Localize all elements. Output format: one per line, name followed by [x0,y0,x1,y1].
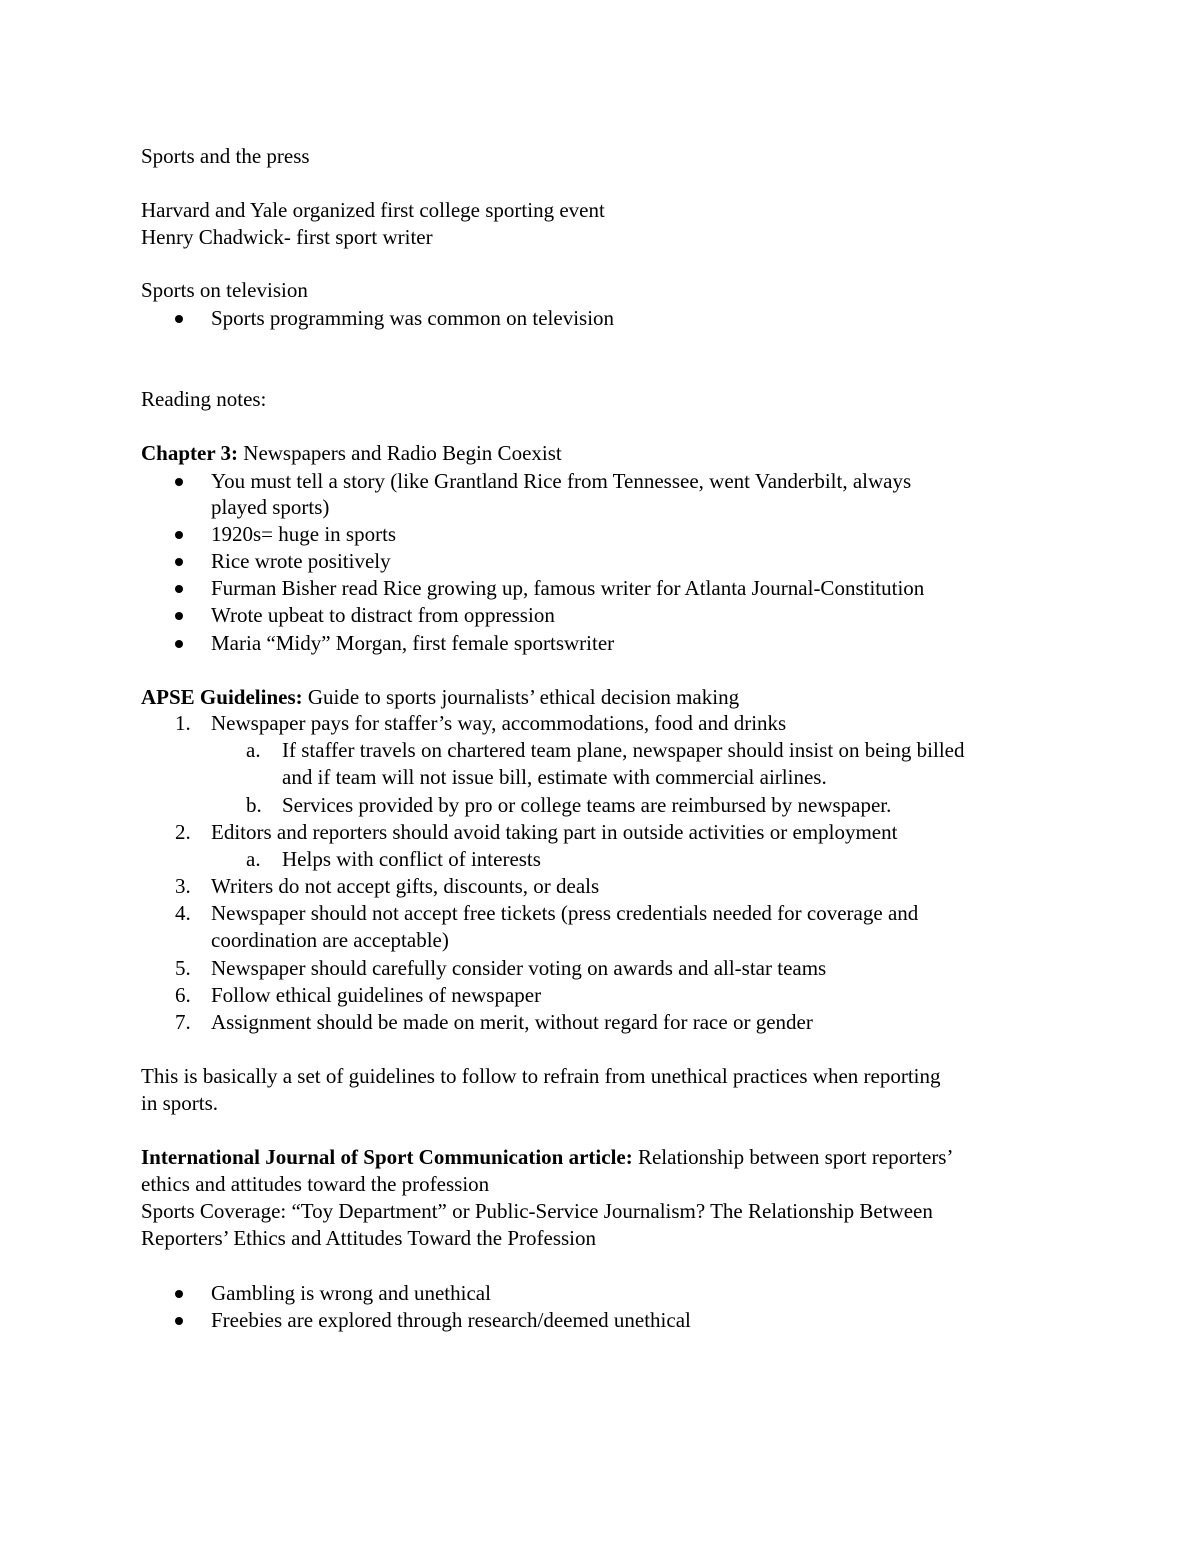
list-item-text: Maria “Midy” Morgan, first female sportswriter [211,631,615,655]
list-item-text: If staffer travels on chartered team plane, newspaper should insist on being billed [282,738,965,762]
summary-line: This is basically a set of guidelines to follow to refrain from unethical practices when reporting [141,1064,941,1088]
list-item-text: You must tell a story (like Grantland Rice from Tennessee, went Vanderbilt, always [211,469,912,493]
list-item-text: Newspaper should not accept free tickets (press credentials needed for coverage and [211,901,919,925]
bullet-icon [175,612,183,620]
list-number: 6. [175,983,191,1007]
list-item-text: Wrote upbeat to distract from oppression [211,603,555,627]
list-number: 7. [175,1010,191,1034]
ijsc-heading [141,1144,953,1171]
chapter3-text: Newspapers and Radio Begin Coexist [238,441,562,465]
list-item-text: Editors and reporters should avoid taking part in outside activities or employment [211,820,898,844]
bullet-icon [175,531,183,539]
list-letter: a. [246,738,261,762]
apse-label: APSE Guidelines: [141,685,303,709]
reading-notes-heading: Reading notes: [141,387,267,411]
list-item-text: Services provided by pro or college teams are reimbursed by newspaper. [282,793,892,817]
bullet-icon [175,558,183,566]
apse-text: Guide to sports journalists’ ethical decision making [302,685,740,709]
chapter3-label: Chapter 3: [141,441,239,465]
list-item-text: Gambling is wrong and unethical [211,1281,491,1305]
list-item-text: Freebies are explored through research/deemed unethical [211,1308,691,1332]
ijsc-text: Relationship between sport reporters’ [632,1145,954,1169]
list-item-text: Furman Bisher read Rice growing up, famous writer for Atlanta Journal-Constitution [211,576,925,600]
list-item-text: Newspaper pays for staffer’s way, accommodations, food and drinks [211,711,787,735]
intro-line: Henry Chadwick- first sport writer [141,225,433,249]
bullet-icon [175,478,183,486]
list-number: 3. [175,874,191,898]
list-number: 2. [175,820,191,844]
ijsc-line: Sports Coverage: “Toy Department” or Public-Service Journalism? The Relationship Between [141,1199,933,1223]
list-item-text: 1920s= huge in sports [211,522,397,546]
bullet-icon [175,315,183,323]
chapter3-heading [141,440,562,467]
tv-heading: Sports on television [141,278,308,302]
bullet-icon [175,1317,183,1325]
list-number: 1. [175,711,191,735]
bullet-icon [175,1290,183,1298]
list-item-text: Newspaper should carefully consider voting on awards and all-star teams [211,956,827,980]
apse-heading [141,684,739,711]
list-item-text: Writers do not accept gifts, discounts, or deals [211,874,600,898]
list-number: 5. [175,956,191,980]
list-letter: b. [246,793,262,817]
summary-line: in sports. [141,1091,219,1115]
doc-title: Sports and the press [141,144,310,168]
list-item-text: Sports programming was common on television [211,306,615,330]
list-number: 4. [175,901,191,925]
bullet-icon [175,585,183,593]
list-item-text: Follow ethical guidelines of newspaper [211,983,542,1007]
list-item-text: Rice wrote positively [211,549,391,573]
list-item-text: Assignment should be made on merit, without regard for race or gender [211,1010,813,1034]
intro-line: Harvard and Yale organized first college sporting event [141,198,605,222]
ijsc-line: ethics and attitudes toward the profession [141,1172,490,1196]
list-letter: a. [246,847,261,871]
list-item-text: played sports) [211,495,330,519]
ijsc-line: Reporters’ Ethics and Attitudes Toward the Profession [141,1226,597,1250]
bullet-icon [175,640,183,648]
list-item-text: and if team will not issue bill, estimate with commercial airlines. [282,765,827,789]
ijsc-label: International Journal of Sport Communication article: [141,1145,633,1169]
list-item-text: coordination are acceptable) [211,928,449,952]
list-item-text: Helps with conflict of interests [282,847,541,871]
